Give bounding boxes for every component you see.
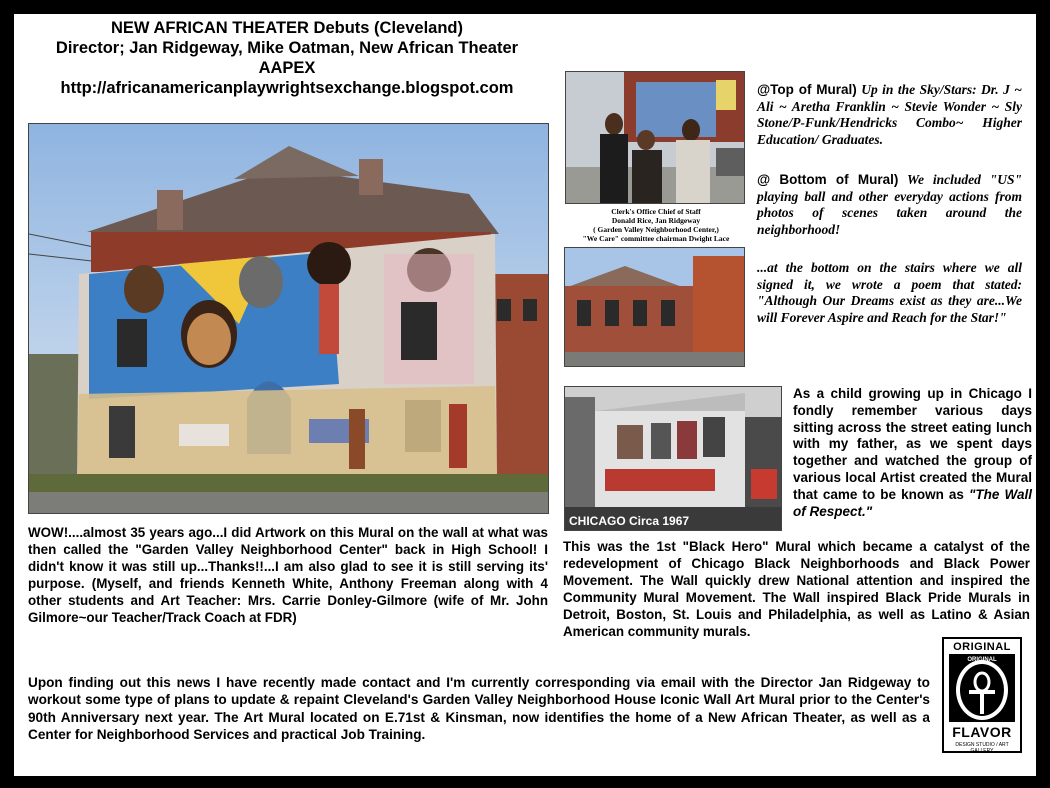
poster-sheet — [14, 14, 1036, 776]
chicago-photo-illustration — [565, 387, 782, 531]
building-photo — [564, 247, 745, 367]
chicago-label: CHICAGO Circa 1967 — [569, 514, 690, 528]
poem-text: ...at the bottom on the stairs where we all signed it, we wrote a poem that stated: "Although Our Dreams exist as they are...We will Forever Aspire and Reach for the Star!" — [757, 260, 1022, 325]
childhood-text — [793, 386, 1032, 520]
childhood-body: As a child growing up in Chicago I fondly remember various days sitting across the street eating lunch with my father, as we spent days together and watched the group of various local Artist created the Mural that came to be known as — [793, 386, 1032, 502]
header-aapex: AAPEX — [258, 59, 316, 77]
black-hero-paragraph: This was the 1st "Black Hero" Mural which became a catalyst of the redevelopment of Chicago Black Neighborhoods and Black Power Movement. The Wall quickly drew National attention and inspired the Community Mural Movement. The Wall inspired Black Pride Murals in Detroit, Boston, St. Louis and Philadelphia, as well as Latino & Asian American community murals. — [563, 539, 1030, 639]
people-photo — [565, 71, 745, 204]
top-mural-lead: @Top of Mural) — [757, 82, 857, 97]
people-photo-illustration — [566, 72, 745, 204]
bottom-mural-body: We included "US" playing ball and other everyday actions from photos of scenes taken around the neighborhood! — [757, 172, 1022, 237]
top-mural-text — [757, 82, 1022, 148]
logo-top-text: ORIGINAL — [953, 641, 1011, 653]
header — [14, 18, 560, 98]
top-mural-body: Up in the Sky/Stars: Dr. J ~ Ali ~ Aretha Franklin ~ Stevie Wonder ~ Sly Stone/P-Funk/Hendricks Combo~ Higher Education/ Graduates. — [757, 82, 1022, 147]
header-title: NEW AFRICAN THEATER Debuts (Cleveland) — [110, 19, 463, 37]
logo-ribbon-text: ORIGINAL — [967, 657, 997, 663]
logo-tagline: DESIGN STUDIO / ART GALLERY — [955, 742, 1009, 754]
bottom-mural-lead: @ Bottom of Mural) — [757, 172, 899, 187]
header-directors: Director; Jan Ridgeway, Mike Oatman, New African Theater — [55, 39, 519, 57]
people-photo-caption: Clerk's Office Chief of Staff Donald Rice, Jan Ridgeway ( Garden Valley Neighborhood Center,) "We Care" committee chairman Dwight Lace — [582, 207, 730, 243]
chicago-photo — [564, 386, 782, 531]
bottom-paragraph: Upon finding out this news I have recently made contact and I'm currently corresponding via email with the Director Jan Ridgeway to workout some type of plans to update & repaint Cleveland's Garden Valley Neighborhood House Iconic Wall Art Mural prior to the Center's 90th Anniversary next year. The Art Mural located on E.71st & Kinsman, now identifies the home of a New African Theater, as well as a Center for Neighborhood Services and practical Job Training. — [28, 675, 930, 742]
logo-bottom-text: FLAVOR — [952, 724, 1012, 740]
main-mural-photo — [28, 123, 549, 514]
mural-building-illustration — [29, 124, 549, 514]
ankh-emblem-icon — [949, 654, 1015, 722]
wall-of-respect-title: "The Wall of Respect." — [793, 486, 1032, 519]
bottom-mural-text — [757, 172, 1022, 238]
header-url[interactable]: http://africanamericanplaywrightsexchange.blogspot.com — [60, 79, 514, 97]
building-photo-illustration — [565, 248, 745, 367]
original-flavor-logo — [942, 637, 1022, 753]
wow-paragraph: WOW!....almost 35 years ago...I did Artwork on this Mural on the wall at what was then called the "Garden Valley Neighborhood Center" back in High School! I didn't know it was still up...Thanks!!...I am also glad to see it is still serving its' purpose. (Myself, and friends Kenneth White, Anthony Freeman along with 4 other students and Art Teacher: Mrs. Carrie Donley-Gilmore (wife of Mr. John Gilmore~our Teacher/Track Coach at FDR) — [28, 525, 548, 625]
